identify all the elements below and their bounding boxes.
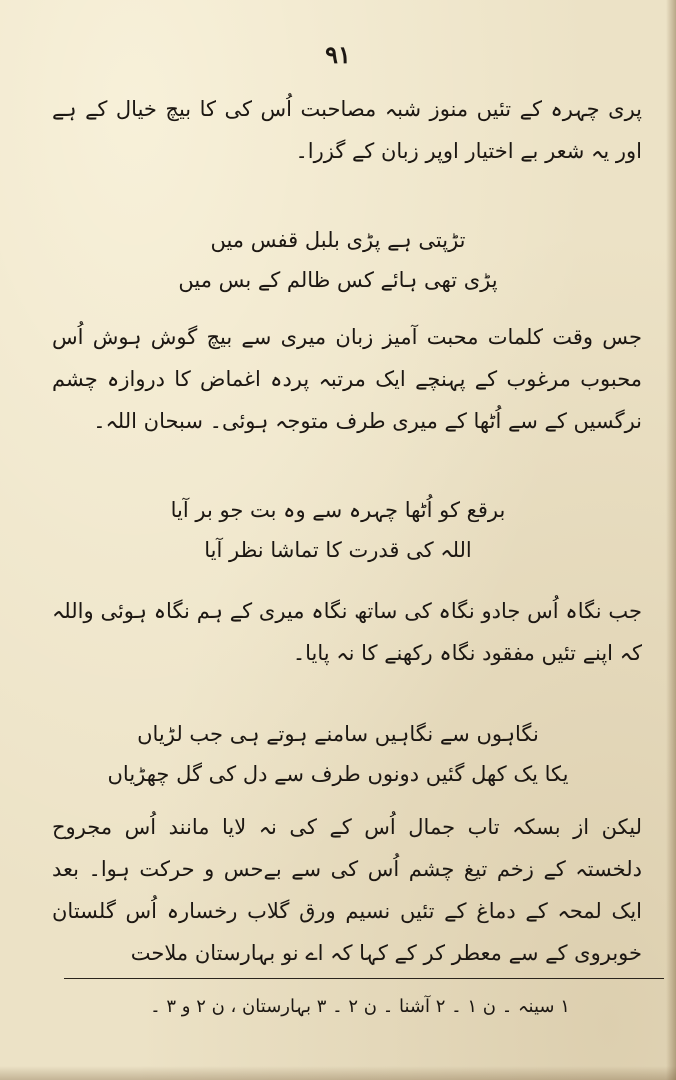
verse-line: برقع کو اُٹھا چہرہ سے وہ بت جو بر آیا (170, 498, 506, 522)
verse-1 (0, 220, 676, 300)
page-bottom-shadow (0, 1066, 676, 1080)
verse-line: پڑی تھی ہائے کس ظالم کے بس میں (178, 268, 498, 292)
verse-2 (0, 490, 676, 570)
verse-3 (0, 714, 676, 794)
footnote-divider (64, 978, 664, 979)
page-number: ۹۱ (325, 40, 351, 69)
footnotes: ۱ سینہ ۔ ن ۱ ۔ ۲ آشنا ۔ ن ۲ ۔ ۳ بہارستان ، ن ۲ و ۳ ۔ (150, 996, 570, 1017)
paragraph-2: جس وقت کلمات محبت آمیز زبان میری سے بیچ گوش ہوش اُس محبوب مرغوب کے پہنچے ایک مرتبہ پردہ اغماض کا دروازہ چشم نرگسیں کے سے اُٹھا کے میری طرف متوجہ ہوئی۔ سبحان اللہ۔ (52, 325, 642, 433)
paragraph-1: پری چہرہ کے تئیں منوز شبہ مصاحبت اُس کی کا بیچ خیال کے ہے اور یہ شعر بے اختیار اوپر زبان کے گزرا۔ (52, 97, 642, 163)
verse-line: یکا یک کھل گئیں دونوں طرف سے دل کی گل چھڑیاں (107, 762, 569, 786)
verse-line: اللہ کی قدرت کا تماشا نظر آیا (204, 538, 472, 562)
verse-line: نگاہوں سے نگاہیں سامنے ہوتے ہی جب لڑیاں (137, 722, 539, 746)
paragraph-4: لیکن از بسکہ تاب جمال اُس کے کی نہ لایا مانند اُس مجروح دلخستہ کے زخم تیغ چشم اُس کی سے بےحس و حرکت ہوا۔ بعد ایک لمحہ کے دماغ کے تئیں نسیم ورق گلاب رخسارہ اُس گلستان خوبروی کے سے معطر کر کے کہا کہ اے نو بہارستان ملاحت (52, 815, 642, 965)
verse-line: تڑپتی ہے پڑی بلبل قفس میں (210, 228, 466, 252)
paragraph-3: جب نگاہ اُس جادو نگاہ کی ساتھ نگاہ میری کے ہم نگاہ ہوئی واللہ کہ اپنے تئیں مفقود نگاہ رکھنے کا نہ پایا۔ (52, 599, 642, 665)
